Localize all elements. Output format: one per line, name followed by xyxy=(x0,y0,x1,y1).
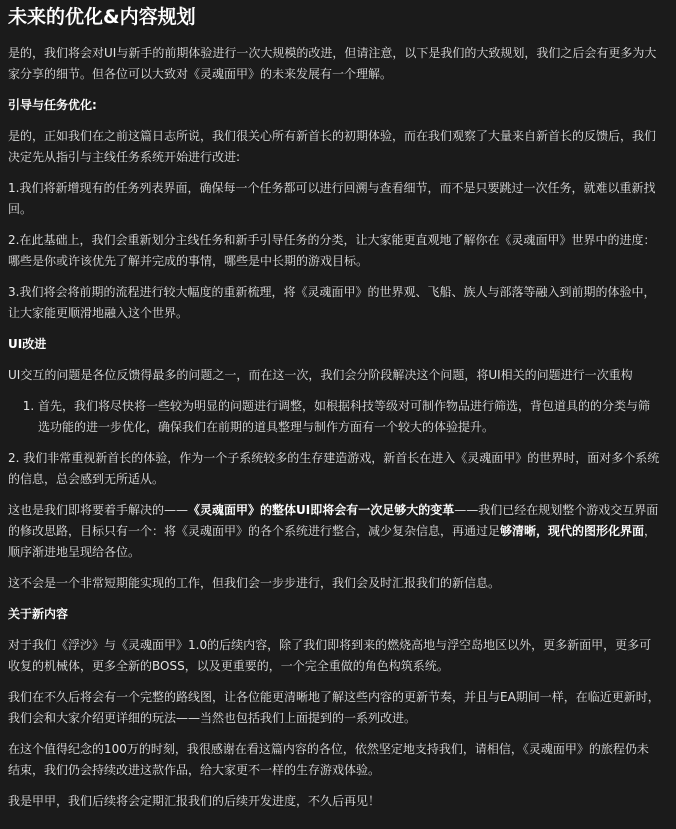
content-paragraph-2: 我们在不久后将会有一个完整的路线图，让各位能更清晰地了解这些内容的更新节奏，并且与EA期间一样，在临近更新时，我们会和大家介绍更详细的玩法——当然也包括我们上面提到的一系列改进。 xyxy=(8,690,660,725)
page-title: 未来的优化&内容规划 xyxy=(8,6,196,28)
content-heading: 关于新内容 xyxy=(8,607,69,621)
content-paragraph-1: 对于我们《浮沙》与《灵魂面甲》1.0的后续内容，除了我们即将到来的燃烧高地与浮空岛地区以外，更多新面甲，更多可收复的机械体，更多全新的BOSS，以及更重要的，一个完全重做的角色构筑系统。 xyxy=(8,638,652,673)
ui-paragraph-4: 这不会是一个非常短期能实现的工作，但我们会一步步进行，我们会及时汇报我们的新信息。 xyxy=(8,576,501,590)
ui-numbered-list xyxy=(8,396,660,438)
guidance-heading: 引导与任务优化: xyxy=(8,98,97,112)
list-item: 1. 首先，我们将尽快将一些较为明显的问题进行调整，如根据科技等级对可制作物品进行筛选，背包道具的的分类与筛选功能的进一步优化，确保我们在前期的道具整理与制作方面有一个较大的体验提升。 xyxy=(38,396,660,438)
ui-p3-bold-a: 《灵魂面甲》的整体UI即将会有一次足够大的变革 xyxy=(188,503,455,517)
ui-p3-text-c: ，顺序渐进地呈现给各位。 xyxy=(8,524,657,559)
guidance-paragraph-2: 1.我们将新增现有的任务列表界面，确保每一个任务都可以进行回溯与查看细节，而不是只要跳过一次任务，就难以重新找回。 xyxy=(8,181,656,216)
ui-paragraph-3 xyxy=(8,500,660,563)
ui-paragraph-1: UI交互的问题是各位反馈得最多的问题之一，而在这一次，我们会分阶段解决这个问题，将UI相关的问题进行一次重构 xyxy=(8,368,633,382)
ui-p3-text-b: ——我们已经在规划整个游戏交互界面的修改思路，目标只有一个：将《灵魂面甲》的各个系统进行整合，减少复杂信息，再通过足 xyxy=(8,503,659,538)
ui-paragraph-2: 2. 我们非常重视新首长的体验，作为一个子系统较多的生存建造游戏，新首长在进入《灵魂面甲》的世界时，面对多个系统的信息，总会感到无所适从。 xyxy=(8,451,660,486)
ui-p3-bold-b: 够清晰，现代的图形化界面 xyxy=(500,524,645,538)
ui-p3-text-a: 这也是我们即将要着手解决的—— xyxy=(8,503,189,517)
guidance-paragraph-4: 3.我们将会将前期的流程进行较大幅度的重新梳理，将《灵魂面甲》的世界观、飞船、族人与部落等融入到前期的体验中，让大家能更顺滑地融入这个世界。 xyxy=(8,285,656,320)
content-paragraph-3: 在这个值得纪念的100万的时刻，我很感谢在看这篇内容的各位，依然坚定地支持我们，请相信，《灵魂面甲》的旅程仍未结束，我们仍会持续改进这款作品，给大家更不一样的生存游戏体验。 xyxy=(8,742,649,777)
content-paragraph-4: 我是甲甲，我们后续将会定期汇报我们的后续开发进度，不久后再见！ xyxy=(8,794,381,808)
ui-heading: UI改进 xyxy=(8,337,47,351)
guidance-paragraph-1: 是的，正如我们在之前这篇日志所说，我们很关心所有新首长的初期体验，而在我们观察了大量来自新首长的反馈后，我们决定先从指引与主线任务系统开始进行改进: xyxy=(8,129,657,164)
guidance-paragraph-3: 2.在此基础上，我们会重新划分主线任务和新手引导任务的分类，让大家能更直观地了解你在《灵魂面甲》世界中的进度：哪些是你或许该优先了解并完成的事情，哪些是中长期的游戏目标。 xyxy=(8,233,656,268)
intro-paragraph: 是的，我们将会对UI与新手的前期体验进行一次大规模的改进，但请注意，以下是我们的大致规划，我们之后会有更多为大家分享的细节。但各位可以大致对《灵魂面甲》的未来发展有一个理解。 xyxy=(8,46,657,81)
